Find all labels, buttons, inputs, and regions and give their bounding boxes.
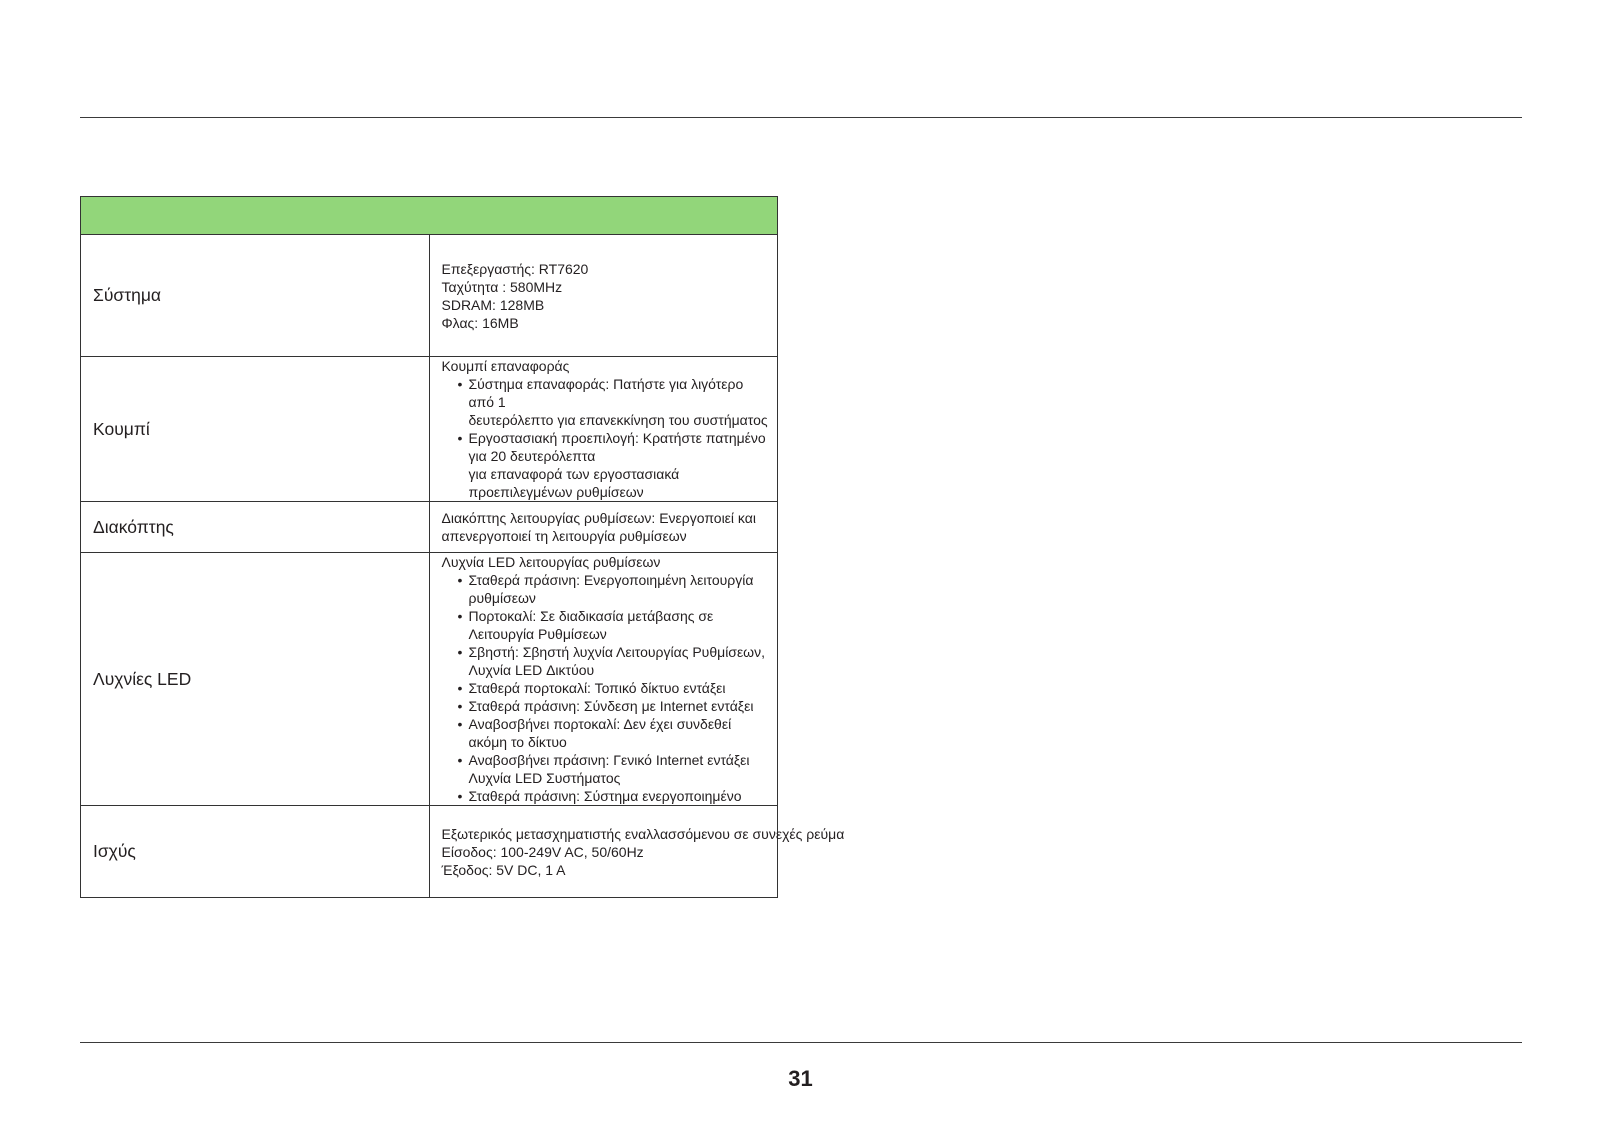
bullet-icon: •	[457, 698, 463, 714]
value-line: Επεξεργαστής: RT7620	[441, 260, 589, 277]
list-item	[442, 787, 770, 805]
list-item	[442, 697, 770, 715]
row-label-power: Ισχύς	[81, 806, 430, 898]
table-row-system	[81, 235, 778, 357]
list-item	[442, 715, 770, 751]
bullet-icon: •	[457, 716, 463, 732]
value-intro: Λυχνία LED λειτουργίας ρυθμίσεων	[441, 554, 661, 570]
row-label-button: Κουμπί	[81, 357, 430, 502]
value-line: απενεργοποιεί τη λειτουργία ρυθμίσεων	[441, 528, 687, 544]
bullet-list	[442, 375, 770, 501]
value-line: Ταχύτητα : 580MHz	[441, 278, 563, 295]
list-item	[442, 643, 770, 679]
bullet-text: Σταθερά πράσινη: Σύνδεση με Internet εντάξει	[468, 698, 754, 714]
table-row-leds	[81, 553, 778, 806]
value-line: SDRAM: 128MB	[441, 296, 545, 313]
specifications-table	[80, 196, 845, 898]
bullet-icon: •	[457, 572, 463, 588]
bullet-text: Σβηστή: Σβηστή λυχνία Λειτουργίας Ρυθμίσεων, Λυχνία LED Δικτύου	[468, 644, 766, 678]
row-label-system: Σύστημα	[81, 235, 430, 357]
bullet-icon: •	[457, 788, 463, 804]
row-value-switch	[429, 502, 778, 553]
table-row-button	[81, 357, 778, 502]
list-item	[442, 429, 770, 501]
value-line: Έξοδος: 5V DC, 1 A	[441, 861, 566, 878]
row-value-system	[429, 235, 778, 357]
value-line: Διακόπτης λειτουργίας ρυθμίσεων: Ενεργοποιεί και	[441, 510, 756, 526]
list-item	[442, 571, 770, 607]
bullet-text: Αναβοσβήνει πορτοκαλί: Δεν έχει συνδεθεί ακόμη το δίκτυο	[468, 716, 732, 750]
row-label-switch: Διακόπτης	[81, 502, 430, 553]
row-value-button	[429, 357, 778, 502]
bullet-text: Πορτοκαλί: Σε διαδικασία μετάβασης σε Λειτουργία Ρυθμίσεων	[468, 608, 714, 642]
list-item	[442, 751, 770, 787]
list-item	[442, 679, 770, 697]
header-rule	[80, 117, 1522, 118]
bullet-icon: •	[457, 644, 463, 660]
bullet-icon: •	[457, 752, 463, 768]
bullet-icon: •	[457, 376, 463, 392]
table-row-switch	[81, 502, 778, 553]
footer-rule	[80, 1042, 1522, 1043]
table-header-cell	[81, 197, 778, 235]
bullet-text: Σταθερά πορτοκαλί: Τοπικό δίκτυο εντάξει	[468, 680, 726, 696]
bullet-text: Σταθερά πράσινη: Σύστημα ενεργοποιημένο	[468, 788, 742, 804]
bullet-text: Εργοστασιακή προεπιλογή: Κρατήστε πατημένο για 20 δευτερόλεπτα για επαναφορά των εργοστασιακά προεπιλεγμένων ρυθμίσεων	[468, 430, 766, 500]
value-line: Είσοδος: 100-249V AC, 50/60Hz	[441, 843, 644, 860]
bullet-text: Αναβοσβήνει πράσινη: Γενικό Internet εντάξει Λυχνία LED Συστήματος	[468, 752, 750, 786]
bullet-icon: •	[457, 608, 463, 624]
bullet-icon: •	[457, 680, 463, 696]
list-item	[442, 607, 770, 643]
bullet-text: Σταθερά πράσινη: Ενεργοποιημένη λειτουργία ρυθμίσεων	[468, 572, 754, 606]
value-line: Εξωτερικός μετασχηματιστής εναλλασσόμενου σε συνεχές ρεύμα	[441, 825, 845, 842]
bullet-text: Σύστημα επαναφοράς: Πατήστε για λιγότερο από 1 δευτερόλεπτο για επανεκκίνηση του συστήματος	[468, 376, 768, 428]
bullet-list	[442, 571, 770, 805]
list-item	[442, 375, 770, 429]
page-number: 31	[788, 1066, 813, 1091]
row-value-leds	[429, 553, 778, 806]
bullet-icon: •	[457, 430, 463, 446]
table-header-row	[81, 197, 778, 235]
row-label-leds: Λυχνίες LED	[81, 553, 430, 806]
table-row-power	[81, 806, 778, 898]
row-value-power	[429, 806, 845, 898]
value-intro: Κουμπί επαναφοράς	[441, 358, 570, 374]
value-line: Φλας: 16MB	[441, 314, 519, 331]
